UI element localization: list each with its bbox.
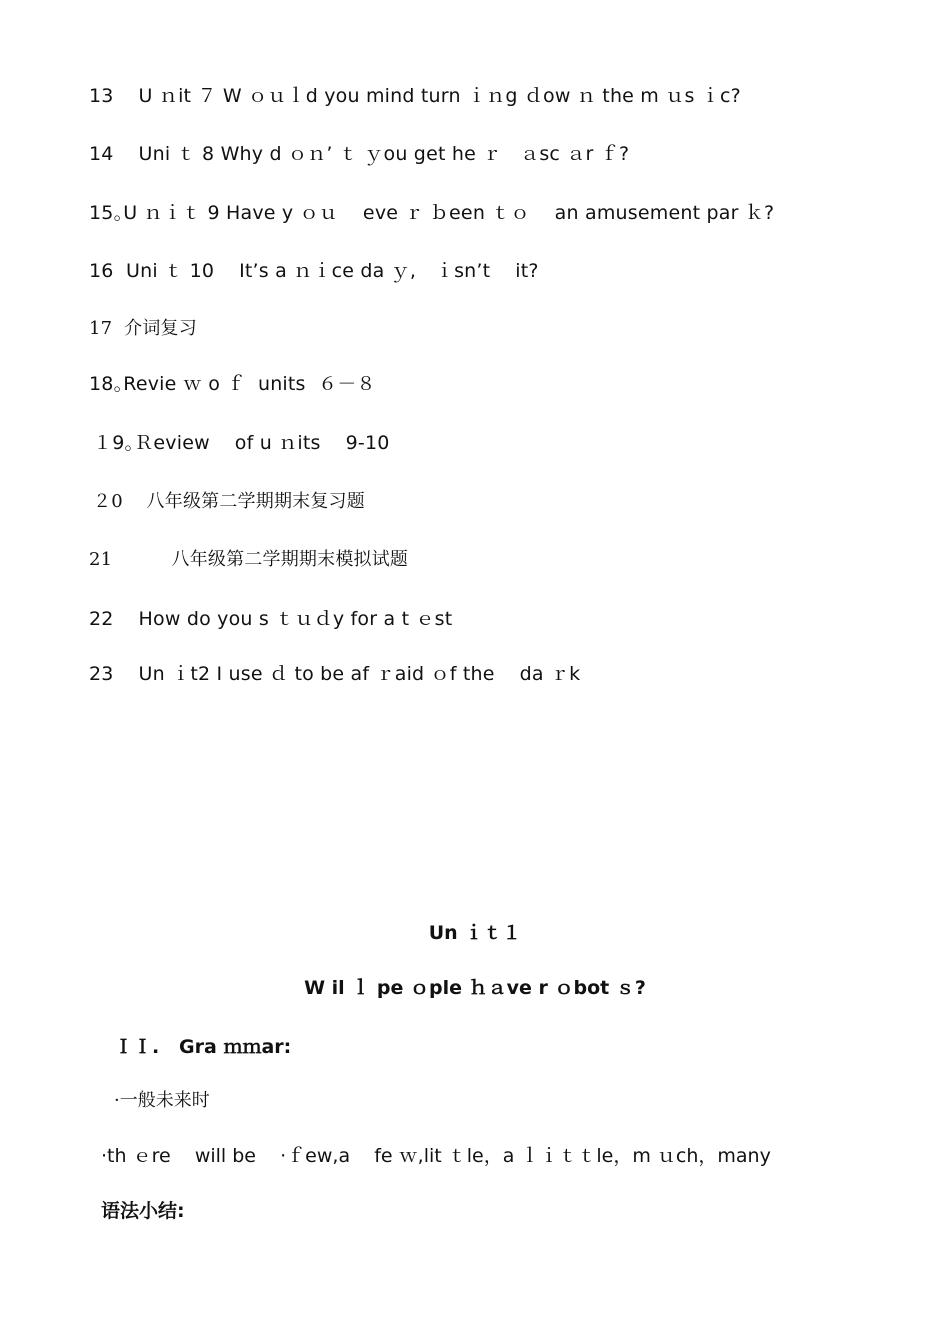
grammar-point-quantifiers: ·th ｅre will be ·ｆew,a fe ｗ,lit ｔle，a ｌｉｔｔle，m ｕch，many bbox=[101, 1145, 771, 1167]
toc-item-19: １9｡Ｒeview of u ｎits 9-10 bbox=[93, 432, 390, 454]
toc-item-21: 21 八年级第二学期期末模拟试题 bbox=[89, 549, 409, 570]
section-heading-grammar: ＩＩ. Gra ｍｍar: bbox=[114, 1036, 292, 1058]
toc-item-18: 18｡Revie ｗ o ｆ units ６－８ bbox=[89, 373, 376, 395]
toc-item-14: 14 Uni ｔ 8 Why d ｏｎ’ ｔ ｙou get he ｒ ａsc ａr ｆ? bbox=[89, 143, 630, 165]
grammar-point-future-tense: ·一般未来时 bbox=[114, 1090, 210, 1111]
grammar-summary-heading: 语法小结: bbox=[101, 1200, 185, 1222]
toc-item-22: 22 How do you s ｔｕｄy for a t ｅst bbox=[89, 608, 453, 630]
toc-item-23: 23 Un ｉt2 I use ｄ to be af ｒaid ｏf the da ｒk bbox=[89, 663, 581, 685]
toc-item-17: 17 介词复习 bbox=[89, 318, 197, 339]
toc-item-16: 16 Uni ｔ 10 It’s a ｎｉce da ｙ, ｉsn’t it? bbox=[89, 260, 539, 282]
unit-subtitle: W il ｌ pe ｏple ｈａve r ｏbot ｓ? bbox=[304, 977, 646, 999]
unit-title: Un ｉｔ１ bbox=[428, 922, 522, 944]
toc-item-13: 13 U ｎit ７ W ｏｕｌd you mind turn ｉｎg ｄow ｎ the m ｕs ｉc? bbox=[89, 85, 741, 107]
toc-item-20: ２0 八年级第二学期期末复习题 bbox=[93, 491, 365, 512]
toc-item-15: 15｡U ｎｉｔ 9 Have y ｏｕ eve ｒ ｂeen ｔｏ an amusement par ｋ? bbox=[89, 202, 775, 224]
